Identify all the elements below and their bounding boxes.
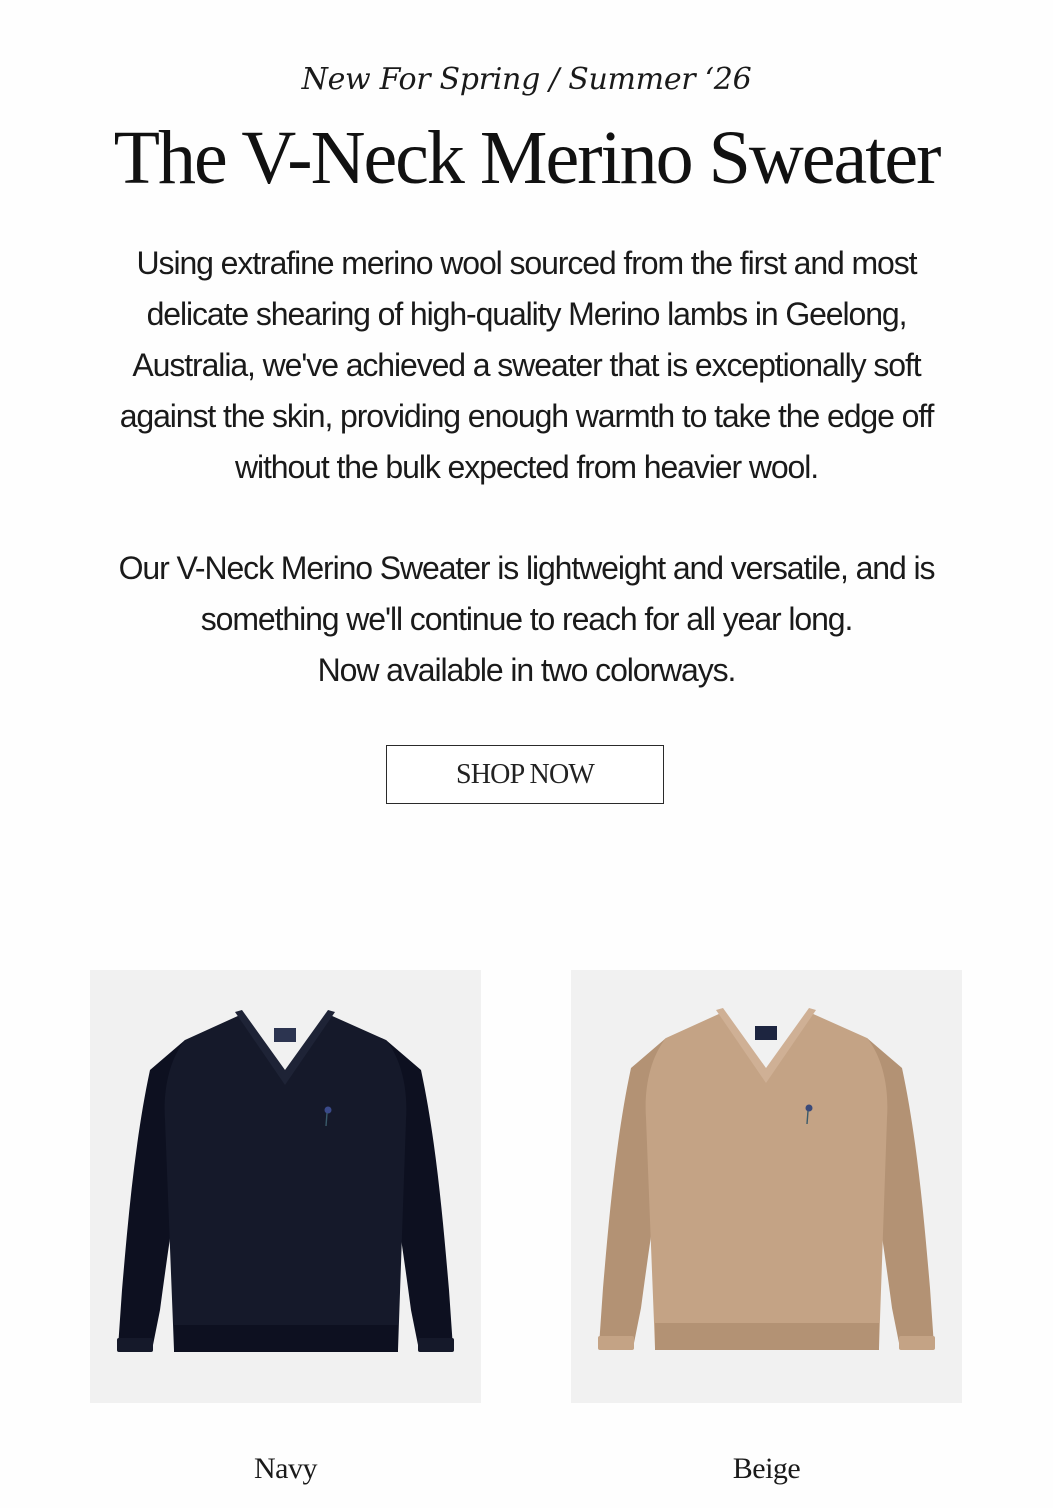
- product-label-navy[interactable]: Navy: [254, 1452, 317, 1485]
- availability-paragraph: [80, 543, 973, 696]
- product-image-beige[interactable]: [571, 970, 962, 1403]
- shop-now-button[interactable]: SHOP NOW: [386, 745, 664, 804]
- availability-line: something we'll continue to reach for all year long.: [200, 601, 853, 637]
- intro-line: Using extrafine merino wool sourced from the first and most: [136, 245, 917, 281]
- availability-line: Now available in two colorways.: [317, 652, 736, 688]
- sweater-image: [90, 970, 481, 1403]
- product-card-navy[interactable]: [90, 970, 481, 1485]
- intro-line: without the bulk expected from heavier wool.: [234, 449, 819, 485]
- product-label-beige[interactable]: Beige: [732, 1452, 801, 1485]
- intro-paragraph: [80, 238, 973, 493]
- sweater-image: [571, 970, 962, 1403]
- intro-line: against the skin, providing enough warmth to take the edge off: [119, 398, 934, 434]
- product-card-beige[interactable]: [571, 970, 962, 1485]
- page-title: The V-Neck Merino Sweater: [113, 116, 940, 200]
- availability-line: Our V-Neck Merino Sweater is lightweight and versatile, and is: [118, 550, 935, 586]
- intro-line: Australia, we've achieved a sweater that is exceptionally soft: [132, 347, 921, 383]
- intro-line: delicate shearing of high-quality Merino lambs in Geelong,: [146, 296, 907, 332]
- eyebrow-text: New For Spring / Summer ‘26: [301, 62, 752, 97]
- product-image-navy[interactable]: [90, 970, 481, 1403]
